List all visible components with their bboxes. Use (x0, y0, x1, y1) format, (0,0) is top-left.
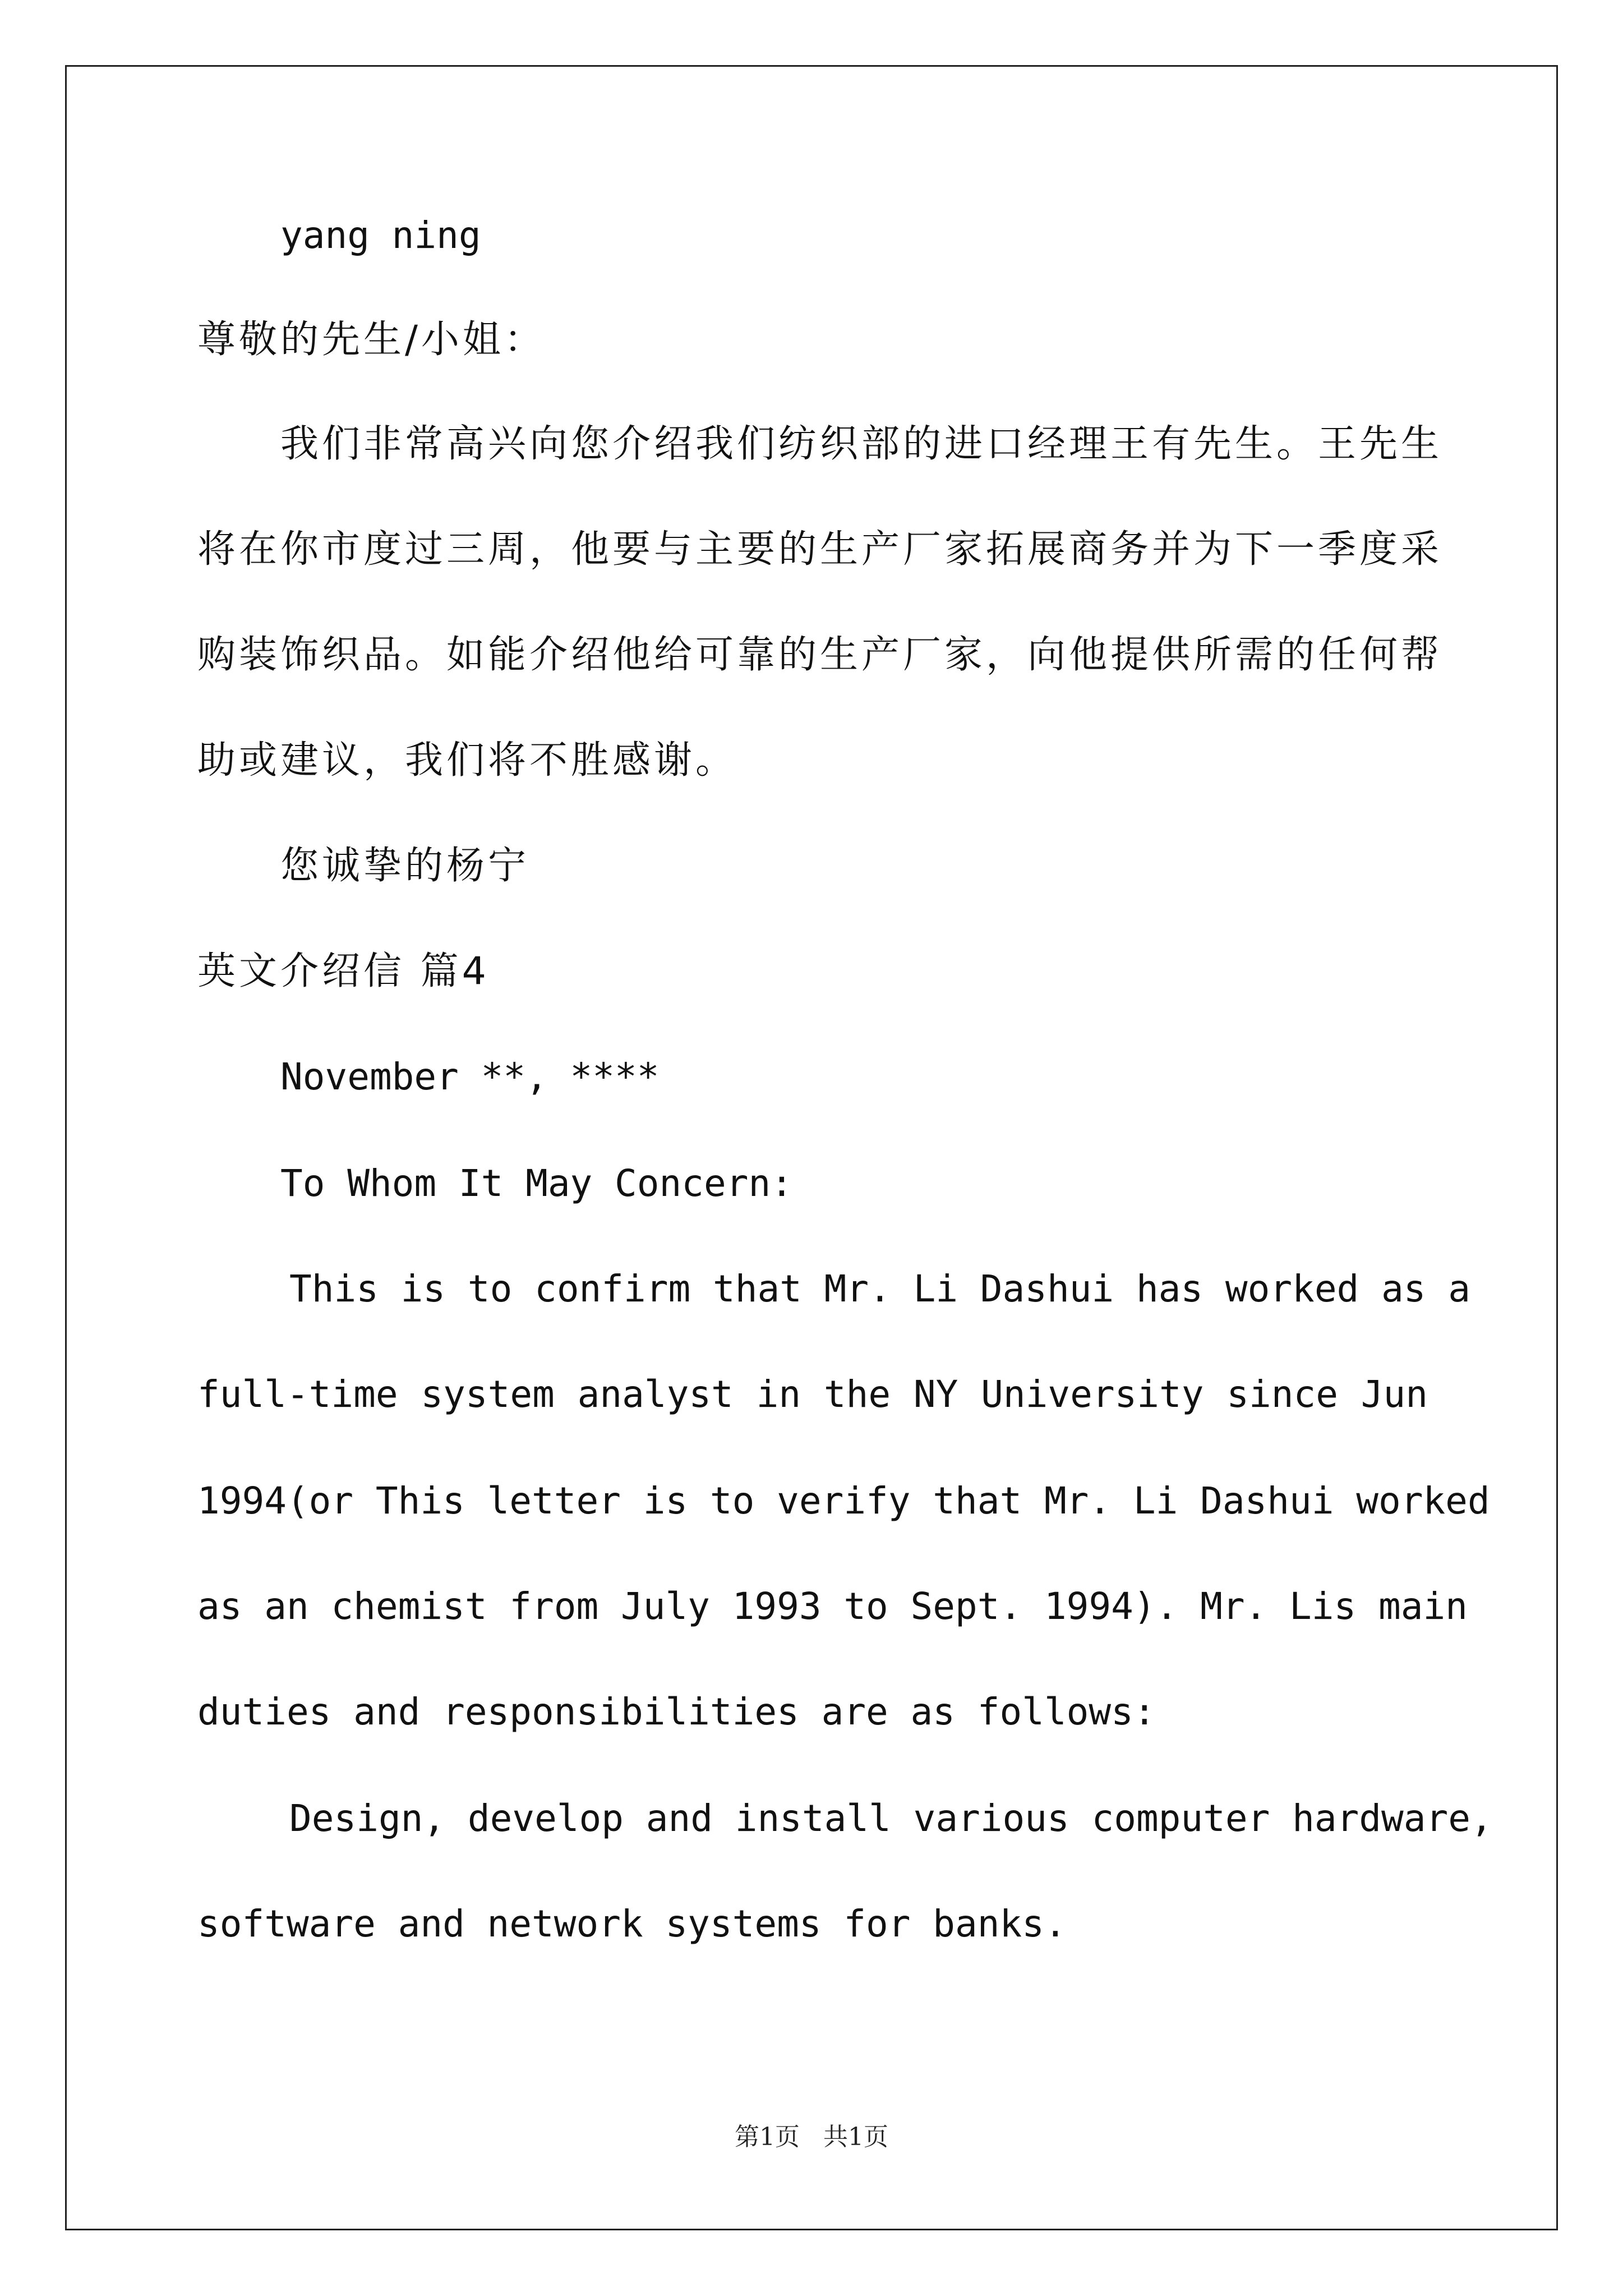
paragraph-line: as an chemist from July 1993 to Sept. 1994). Mr. Lis main (197, 1585, 1468, 1628)
closing-chinese: 您诚挚的杨宁 (280, 844, 530, 888)
page-footer (0, 2120, 1623, 2154)
page-total: 共1页 (823, 2123, 888, 2151)
paragraph-chinese-line: 助或建议，我们将不胜感谢。 (197, 738, 737, 783)
paragraph-chinese-line: 将在你市度过三周，他要与主要的生产厂家拓展商务并为下一季度采 (197, 527, 1443, 572)
paragraph-chinese-line: 我们非常高兴向您介绍我们纺织部的进口经理王有先生。王先生 (280, 422, 1443, 466)
paragraph-line: software and network systems for banks. (197, 1902, 1067, 1945)
paragraph-line: Design, develop and install various computer hardware, (289, 1797, 1493, 1840)
paragraph-line: This is to confirm that Mr. Li Dashui has worked as a (289, 1267, 1470, 1310)
salutation-chinese: 尊敬的先生/小姐： (197, 318, 546, 362)
signoff-english: yang ning (280, 214, 481, 257)
letter-date: November **, **** (280, 1055, 660, 1098)
paragraph-line: full-time system analyst in the NY University since Jun (197, 1373, 1428, 1416)
paragraph-line: duties and responsibilities are as follows: (197, 1690, 1156, 1733)
section-heading: 英文介绍信 篇4 (197, 949, 490, 993)
letter-salutation: To Whom It May Concern: (280, 1162, 793, 1205)
paragraph-chinese-line: 购装饰织品。如能介绍他给可靠的生产厂家，向他提供所需的任何帮 (197, 633, 1443, 677)
page-number: 第1页 (735, 2123, 800, 2151)
paragraph-line: 1994(or This letter is to verify that Mr. Li Dashui worked (197, 1479, 1490, 1522)
